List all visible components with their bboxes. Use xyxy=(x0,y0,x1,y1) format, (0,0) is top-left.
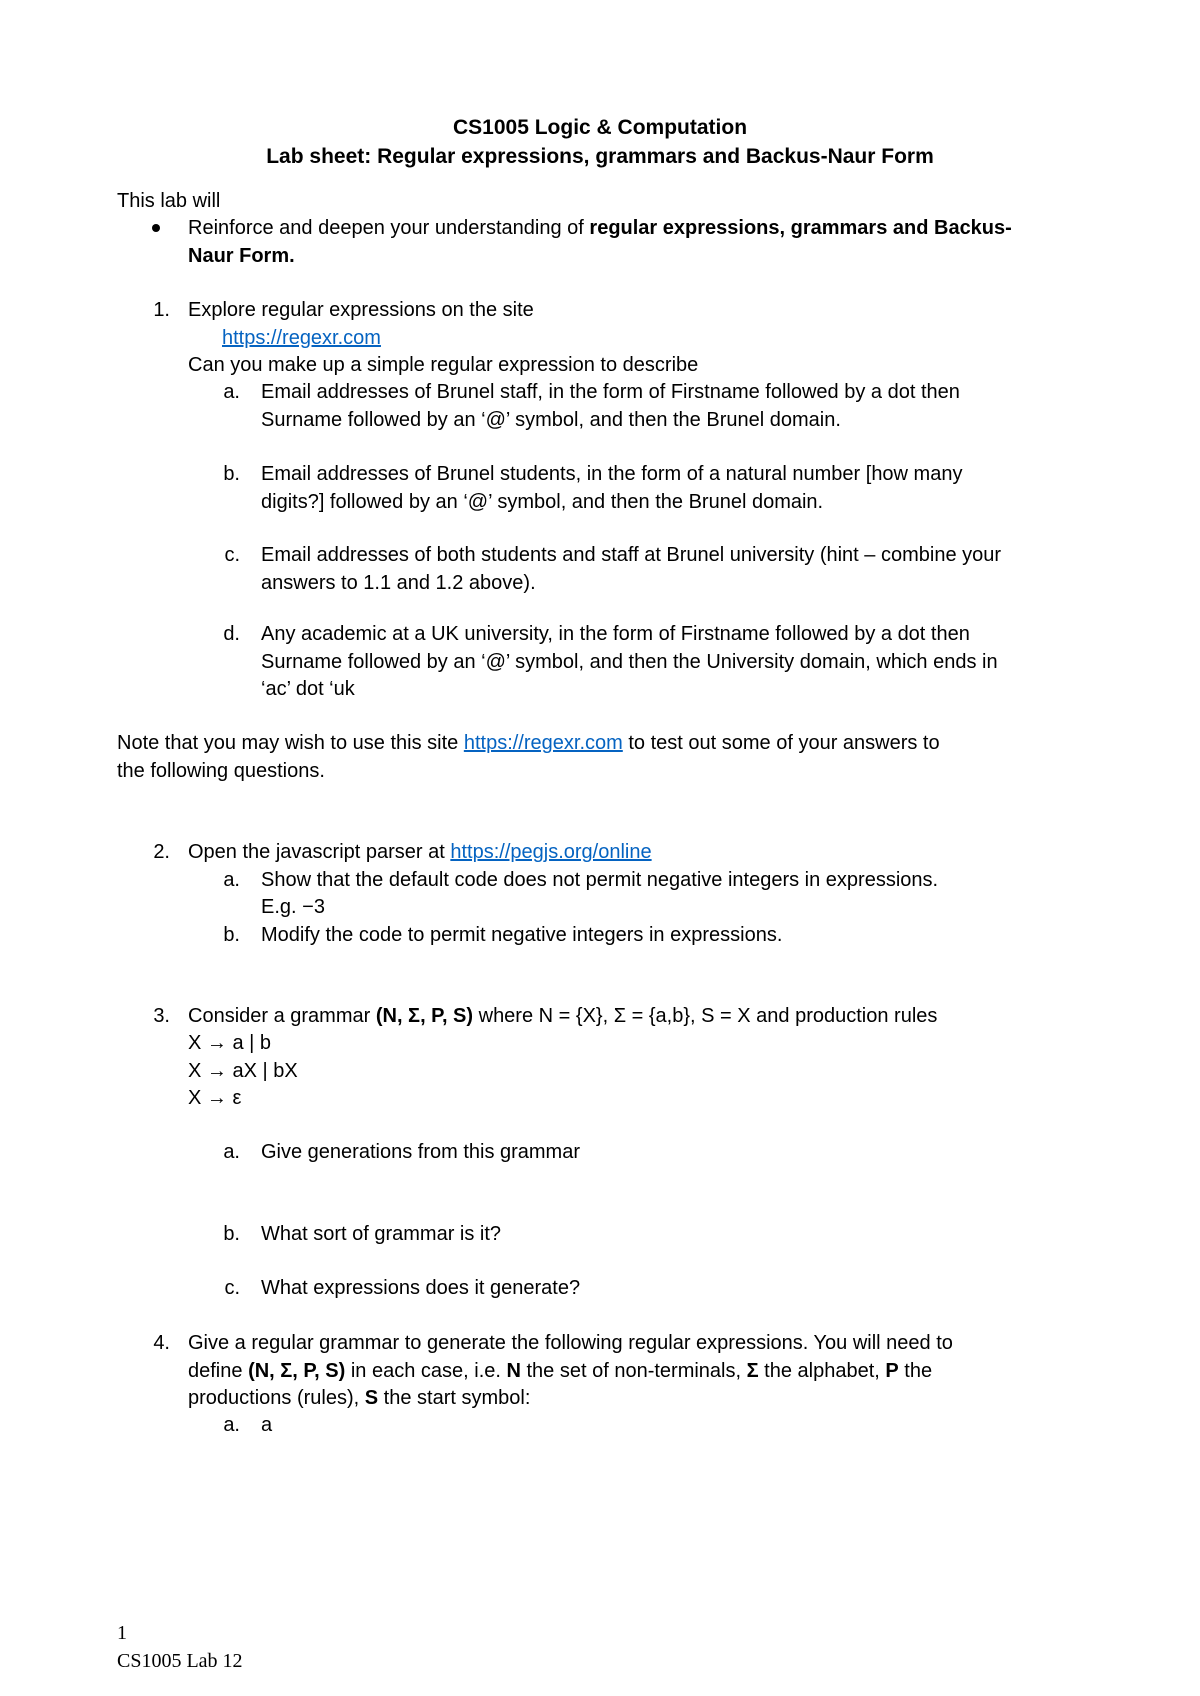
q1c-label: c. xyxy=(224,544,240,566)
regexr-link-note[interactable]: https://regexr.com xyxy=(463,732,623,754)
page-number: 1 xyxy=(117,1622,127,1644)
intro-lead: This lab will xyxy=(117,190,221,212)
q4-line-3: productions (rules), S the start symbol: xyxy=(188,1387,531,1409)
q4-line-2: define (N, Σ, P, S) in each case, i.e. N the set of non-terminals, Σ the alphabet, P the xyxy=(188,1360,933,1382)
q2a-line-2: E.g. −3 xyxy=(261,896,325,918)
page-title: CS1005 Logic & Computation xyxy=(452,116,748,139)
q1b-line-1: Email addresses of Brunel students, in the form of a natural number [how many xyxy=(261,463,963,485)
q1d-line-1: Any academic at a UK university, in the form of Firstname followed by a dot then xyxy=(261,623,970,645)
q3-rule-3: X → ε xyxy=(188,1087,242,1109)
q1b-label: b. xyxy=(223,463,240,485)
q1a-line-2: Surname followed by an ‘@’ symbol, and then the Brunel domain. xyxy=(261,409,841,431)
q1d-label: d. xyxy=(223,623,240,645)
q1a-label: a. xyxy=(223,381,240,403)
q3b-line-1: What sort of grammar is it? xyxy=(261,1223,502,1245)
q2b-line-1: Modify the code to permit negative integers in expressions. xyxy=(261,924,783,946)
note-line-1: Note that you may wish to use this site https://regexr.com to test out some of your answers to xyxy=(117,732,940,754)
q1-prompt: Can you make up a simple regular expression to describe xyxy=(188,354,699,376)
q3c-line-1: What expressions does it generate? xyxy=(261,1277,581,1299)
q1c-line-2: answers to 1.1 and 1.2 above). xyxy=(261,572,536,594)
q2a-label: a. xyxy=(223,869,240,891)
pegjs-link[interactable]: https://pegjs.org/online xyxy=(450,841,652,863)
q1-number: 1. xyxy=(153,299,170,321)
q1d-line-2: Surname followed by an ‘@’ symbol, and then the University domain, which ends in xyxy=(261,651,998,673)
q4a-line-1: a xyxy=(261,1414,273,1436)
q4-line-1: Give a regular grammar to generate the following regular expressions. You will need to xyxy=(188,1332,953,1354)
q4a-label: a. xyxy=(223,1414,240,1436)
intro-bullet-line-1: Reinforce and deepen your understanding of regular expressions, grammars and Backus- xyxy=(188,217,1012,239)
q2a-line-1: Show that the default code does not permit negative integers in expressions. xyxy=(261,869,939,891)
q4-number: 4. xyxy=(153,1332,170,1354)
q1d-line-3: ‘ac’ dot ‘uk xyxy=(261,678,355,700)
q3-text: Consider a grammar (N, Σ, P, S) where N = {X}, Σ = {a,b}, S = X and production rules xyxy=(188,1005,938,1027)
q1a-line-1: Email addresses of Brunel staff, in the form of Firstname followed by a dot then xyxy=(261,381,960,403)
q3b-label: b. xyxy=(223,1223,240,1245)
page-subtitle: Lab sheet: Regular expressions, grammars and Backus-Naur Form xyxy=(266,145,934,168)
note-line-2: the following questions. xyxy=(117,760,325,782)
q1c-line-1: Email addresses of both students and staff at Brunel university (hint – combine your xyxy=(261,544,1002,566)
q1-text: Explore regular expressions on the site xyxy=(188,299,534,321)
q3-number: 3. xyxy=(153,1005,170,1027)
q3-rule-2: X → aX | bX xyxy=(188,1060,298,1082)
footer-label: CS1005 Lab 12 xyxy=(117,1650,243,1672)
q2-number: 2. xyxy=(153,841,170,863)
q3-rule-1: X → a | b xyxy=(188,1032,272,1054)
regexr-link[interactable]: https://regexr.com xyxy=(222,327,381,349)
q3c-label: c. xyxy=(224,1277,240,1299)
q1b-line-2: digits?] followed by an ‘@’ symbol, and then the Brunel domain. xyxy=(261,491,824,513)
q3a-label: a. xyxy=(223,1141,240,1163)
bullet-dot xyxy=(152,224,160,232)
intro-bullet-line-2: Naur Form. xyxy=(188,245,295,267)
q3a-line-1: Give generations from this grammar xyxy=(261,1141,581,1163)
q2b-label: b. xyxy=(223,924,240,946)
q2-text: Open the javascript parser at https://pegjs.org/online xyxy=(188,841,652,863)
